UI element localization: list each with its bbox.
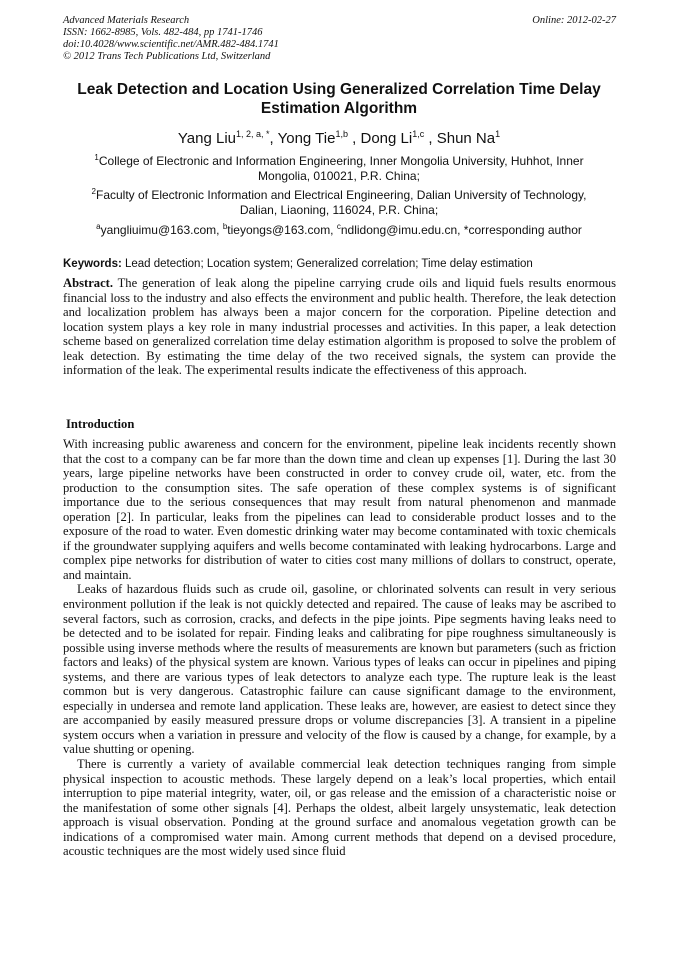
author-superscript: 1 [495, 129, 501, 139]
paragraph: With increasing public awareness and concern for the environment, pipeline leak incidents recently shown that the cost to a company can be far more than the down time and clean up expenses [1]. During the last 30 years, large pipeline networks have been constructed in order to convey crude oil, water, etc. from the production to the consumption sites. The safe operation of these complex systems is of significant importance due to the serious consequences that may result from natural phenomenon and manmade operation [2]. In particular, leaks from the pipelines can lead to considerable product losses and to the exposure of the road to water. Even domestic drinking water may become contaminated with toxic chemicals if the groundwater supplying aquifers and wells become contaminated with leaking hydrocarbons. Large and complex pipe networks for distribution of water to cities cost many millions of dollars to construct, operate, and maintain. [63, 437, 616, 582]
email-superscript: c [336, 222, 341, 231]
email-superscript: b [222, 222, 228, 231]
email-text: ndlidong@imu.edu.cn, *corresponding author [340, 223, 582, 237]
paragraph: Leaks of hazardous fluids such as crude oil, gasoline, or chlorinated solvents can result in very serious environment pollution if the leak is not quickly detected and repaired. The cause of leaks may be ascribed to several factors, such as corrosion, cracks, and defects in the pipe joints. Pipe segments having leaks need to be detected and to be isolated for repair. Finding leaks and calibrating for pipe roughness simultaneously is possible using inverse methods where the results of measurements are known but parameters (such as friction factors and leaks) of the physical system are known. Various types of leaks can occur in pipelines and piping systems, and there are various types of leak detectors to analyze each type. The rupture leak is the least common but is very dangerous. Catastrophic failure can cause significant damage to the environment, especially in undersea and remote land application. These leaks are, however, are easiest to detect since they are accompanied by easily measured pressure drops or volume discrepancies [3]. A transient in a pipeline system occurs when a variation in pressure and velocity of the flow is caused by a change, for example, by a value shutting or opening. [63, 582, 616, 757]
affiliation-superscript: 2 [91, 187, 96, 196]
author-superscript: 1,c [412, 129, 425, 139]
email-text: tieyongs@163.com, [227, 223, 337, 237]
journal-name: Advanced Materials Research [63, 15, 190, 26]
affiliation-text: College of Electronic and Information Engineering, Inner Mongolia University, Huhhot, Inner Mongolia, 010021, P.R. China; [98, 154, 584, 183]
keywords [63, 257, 616, 272]
issn-line: ISSN: 1662-8985, Vols. 482-484, pp 1741-1746 [63, 27, 263, 38]
author-list: Yang Liu$^{1, 2, a, *}$, Yong Tie$^{1,b}$ , Dong Li$^{1,c}$ , Shun Na$^1$ [177, 129, 501, 147]
introduction-body [63, 437, 616, 859]
journal-header [63, 15, 616, 63]
email-text: yangliuimu@163.com, [100, 223, 223, 237]
keywords-label: Keywords: [63, 258, 122, 270]
affiliation-1 [72, 150, 606, 184]
abstract [63, 276, 616, 378]
copyright-line: © 2012 Trans Tech Publications Ltd, Switzerland [63, 51, 271, 62]
author-name: Yang Liu [177, 130, 236, 147]
doi-line: doi:10.4028/www.scientific.net/AMR.482-484.1741 [63, 39, 279, 50]
abstract-text: The generation of leak along the pipeline carrying crude oils and liquid fuels results enormous financial loss to the industry and also effects the environment and public health. Therefore, the leak detection and localization problem has always been a major concern for the corporation. Pipeline detection and location system plays a key role in many industrial processes and activities. In this paper, a leak detection scheme based on generalized correlation time delay estimation algorithm is proposed to solve the problem of leak detection. By estimating the time delay of the two received signals, the system can provide the information of the leak. The experimental results indicate the effectiveness of this approach. [63, 276, 616, 378]
author-superscript: 1, 2, a, * [236, 129, 270, 139]
author-superscript: 1,b [335, 129, 348, 139]
online-date: Online: 2012-02-27 [532, 15, 616, 26]
section-heading-introduction: Introduction [66, 417, 135, 431]
paragraph: There is currently a variety of available commercial leak detection techniques ranging from simple physical inspection to acoustic methods. These largely depend on a leak’s local properties, which entail interruption to pipe material integrity, water, oil, or gas release and the emission of a characteristic noise or the manifestation of some other signals [4]. Perhaps the oldest, albeit largely unsystematic, leak detection approach is visual observation. Ponding at the ground surface and anomalous vegetation growth can be indications of a compromised water main. Among current methods that depend on a devised procedure, acoustic techniques are the most widely used since fluid [63, 757, 616, 859]
email-superscript: a [96, 222, 101, 231]
abstract-label: Abstract. [63, 276, 114, 290]
author-emails [60, 219, 618, 238]
author-name: Shun Na [436, 130, 496, 147]
keywords-text: Lead detection; Location system; Generalized correlation; Time delay estimation [121, 258, 533, 270]
affiliation-2 [72, 184, 606, 218]
paper-title: Leak Detection and Location Using Generalized Correlation Time Delay Estimation Algorithm [77, 81, 601, 117]
author-name: Dong Li [360, 130, 413, 147]
affiliation-superscript: 1 [94, 153, 99, 162]
affiliation-text: Faculty of Electronic Information and Electrical Engineering, Dalian University of Technology, Dalian, Liaoning, 116024, P.R. China; [95, 188, 587, 217]
author-name: Yong Tie [277, 130, 336, 147]
